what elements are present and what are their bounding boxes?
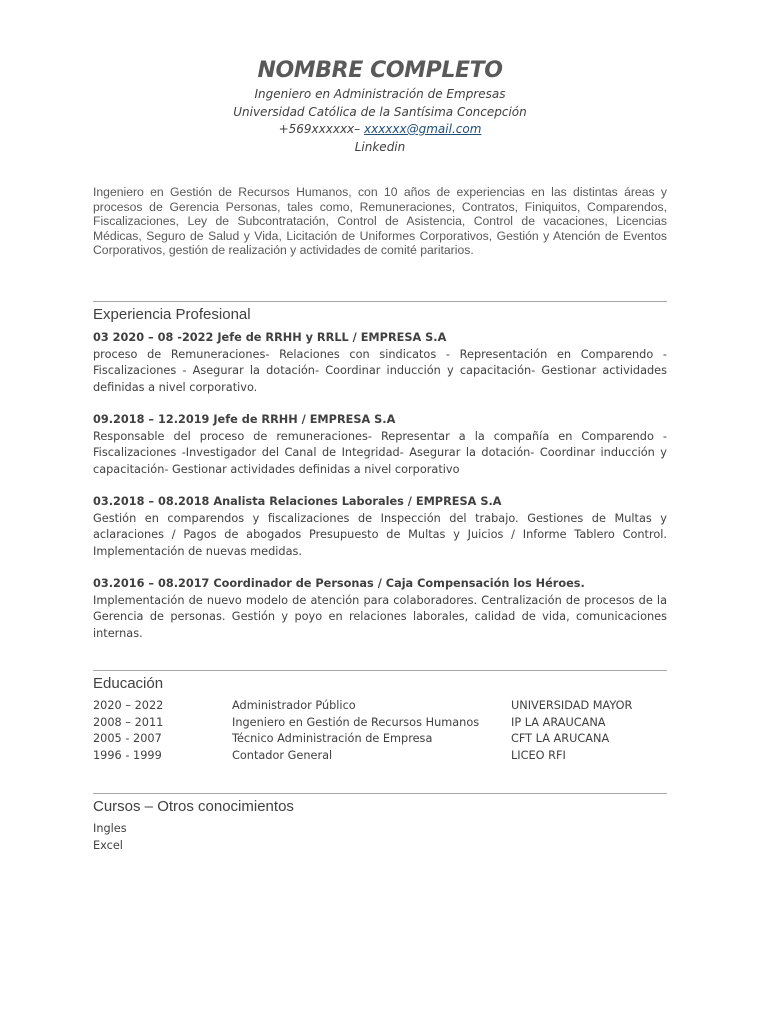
courses-list [93, 821, 667, 854]
job-title: 03.2018 – 08.2018 Analista Relaciones Laborales / EMPRESA S.A [93, 495, 502, 508]
job-description: Responsable del proceso de remuneraciones- Representar a la compañía en Comparendo - Fiscalizaciones -Investigador del Canal de Integridad- Asegurar la dotación- Coordinar inducción y capacitación- Gestionar actividades definidas a nivel corporativo [93, 429, 667, 476]
university-line: Universidad Católica de la Santísima Concepción [233, 104, 527, 119]
education-years: 2020 – 2022 [93, 699, 164, 712]
full-name: NOMBRE COMPLETO [257, 58, 503, 83]
education-row [93, 748, 667, 765]
education-degree: Contador General [232, 748, 333, 762]
education-institution: IP LA ARAUCANA [511, 715, 606, 729]
education-degree: Técnico Administración de Empresa [232, 732, 433, 745]
job-description: proceso de Remuneraciones- Relaciones con sindicatos - Representación en Comparendo - Fiscalizaciones - Asegurar la dotación- Coordinar inducción y capacitación- Gestionar actividades definidas a nivel corporativo. [93, 347, 667, 394]
experience-list [93, 330, 667, 658]
profile-summary: Ingeniero en Gestión de Recursos Humanos, con 10 años de experiencias en las distintas áreas y procesos de Gerencia Personas, tales como, Remuneraciones, Contratos, Finiquitos, Comparendos, Fiscalizaciones, Ley de Subcontratación, Control de Asistencia, Control de vacaciones, Licencias Médicas, Seguro de Salud y Vida, Licitación de Uniformes Corporativos, Gestión y Atención de Eventos Corporativos, gestión de realización y actividades de comité paritarios. [93, 185, 667, 257]
education-row [93, 731, 667, 748]
email-link[interactable]: xxxxxx@gmail.com [364, 122, 482, 136]
job-entry [93, 412, 667, 478]
job-title: 03 2020 – 08 -2022 Jefe de RRHH y RRLL / EMPRESA S.A [93, 331, 447, 344]
degree-line: Ingeniero en Administración de Empresas [254, 87, 506, 101]
job-description: Implementación de nuevo modelo de atención para colaboradores. Centralización de procesos de la Gerencia de personas. Gestión y poyo en relaciones laborales, calidad de vida, comunicaciones internas. [93, 593, 667, 640]
education-years: 2008 – 2011 [93, 715, 164, 729]
course-item: Ingles [93, 822, 127, 835]
experience-heading: Experiencia Profesional [93, 301, 667, 324]
resume-header [93, 56, 667, 156]
education-years: 1996 - 1999 [93, 748, 162, 762]
job-title: 03.2016 – 08.2017 Coordinador de Personas / Caja Compensación los Héroes. [93, 577, 585, 590]
education-degree: Ingeniero en Gestión de Recursos Humanos [232, 715, 480, 729]
job-description: Gestión en comparendos y fiscalizaciones de Inspección del trabajo. Gestiones de Multas y aclaraciones / Pagos de abogados Presupuesto de Multas y Juicios / Informe Tablero Control. Implementación de nuevas medidas. [93, 511, 667, 558]
contact-line [93, 121, 667, 139]
education-years: 2005 - 2007 [93, 732, 162, 745]
phone-number: +569xxxxxx– [278, 122, 361, 136]
education-institution: LICEO RFI [511, 748, 566, 762]
education-table [93, 698, 667, 764]
education-row [93, 715, 667, 732]
job-entry [93, 494, 667, 560]
linkedin-link[interactable]: Linkedin [354, 139, 406, 154]
courses-heading: Cursos – Otros conocimientos [93, 793, 667, 816]
education-row [93, 698, 667, 715]
education-institution: UNIVERSIDAD MAYOR [511, 699, 633, 712]
job-entry [93, 330, 667, 396]
course-item: Excel [93, 838, 123, 852]
education-heading: Educación [93, 670, 667, 693]
job-title: 09.2018 – 12.2019 Jefe de RRHH / EMPRESA S.A [93, 413, 396, 426]
job-entry [93, 576, 667, 642]
education-institution: CFT LA ARUCANA [511, 732, 610, 745]
education-degree: Administrador Público [232, 699, 356, 712]
